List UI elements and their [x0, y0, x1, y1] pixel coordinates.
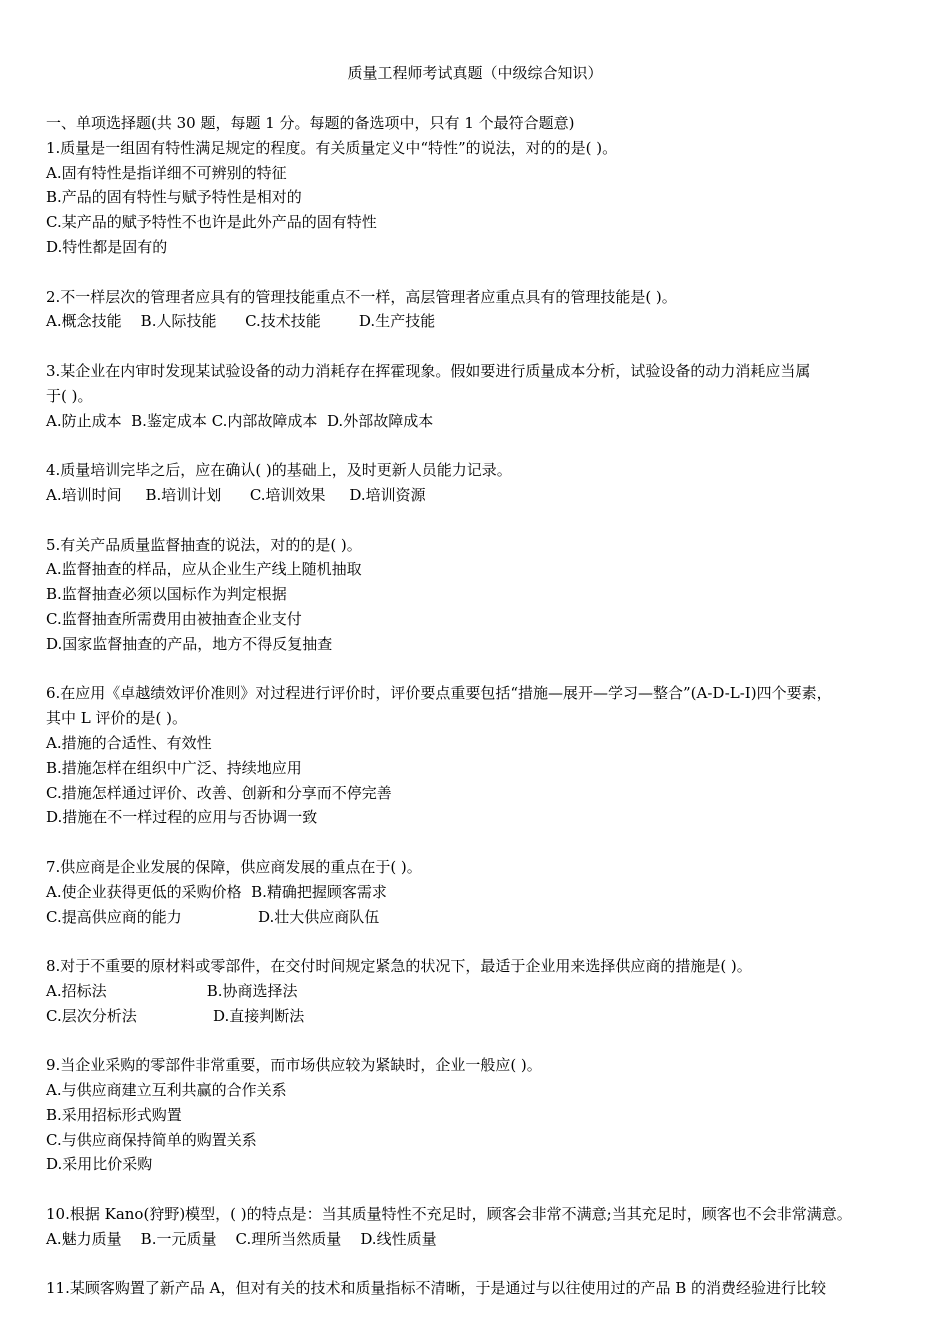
answer-option: D.特性都是固有的 — [46, 237, 168, 256]
answer-option: C.措施怎样通过评价、改善、创新和分享而不停完善 — [46, 783, 392, 802]
question-block — [46, 954, 916, 1028]
answer-option: A.招标法 B.协商选择法 — [46, 981, 298, 1000]
question-stem: 6.在应用《卓越绩效评价准则》对过程进行评价时，评价要点重要包括“措施—展开—学习—整合”(A-D-L-I)四个要素， — [46, 684, 832, 703]
question-block — [46, 855, 916, 929]
question-stem: 1.质量是一组固有特性满足规定的程度。有关质量定义中“特性”的说法，对的的是( )。 — [46, 138, 618, 157]
question-block — [46, 458, 916, 508]
question-stem: 7.供应商是企业发展的保障，供应商发展的重点在于( )。 — [46, 857, 422, 876]
question-block — [46, 1276, 916, 1301]
answer-option: B.措施怎样在组织中广泛、持续地应用 — [46, 758, 302, 777]
question-spacer — [46, 830, 916, 855]
answer-option: C.与供应商保持简单的购置关系 — [46, 1130, 257, 1149]
question-stem: 4.质量培训完毕之后，应在确认( )的基础上，及时更新人员能力记录。 — [46, 461, 512, 480]
answer-option: C.某产品的赋予特性不也许是此外产品的固有特性 — [46, 213, 377, 232]
answer-option: D.措施在不一样过程的应用与否协调一致 — [46, 808, 318, 827]
question-block — [46, 533, 916, 657]
answer-option: A.与供应商建立互利共赢的合作关系 — [46, 1081, 287, 1100]
answer-option: C.监督抽查所需费用由被抽查企业支付 — [46, 609, 302, 628]
document-body — [46, 111, 916, 1301]
answer-option: B.监督抽查必须以国标作为判定根据 — [46, 585, 287, 604]
question-spacer — [46, 334, 916, 359]
answer-option: D.国家监督抽查的产品，地方不得反复抽查 — [46, 634, 333, 653]
question-stem: 8.对于不重要的原材料或零部件，在交付时间规定紧急的状况下，最适于企业用来选择供应商的措施是( )。 — [46, 957, 752, 976]
answer-option: A.概念技能 B.人际技能 C.技术技能 D.生产技能 — [46, 312, 436, 331]
question-block — [46, 136, 916, 260]
question-spacer — [46, 260, 916, 285]
question-stem: 于( )。 — [46, 386, 93, 405]
question-block — [46, 681, 916, 830]
answer-option: A.固有特性是指详细不可辨别的特征 — [46, 163, 287, 182]
answer-option: A.措施的合适性、有效性 — [46, 733, 212, 752]
question-stem: 10.根据 Kano(狩野)模型，( )的特点是：当其质量特性不充足时，顾客会非常不满意;当其充足时，顾客也不会非常满意。 — [46, 1205, 852, 1224]
question-block — [46, 1053, 916, 1177]
question-stem: 5.有关产品质量监督抽查的说法，对的的是( )。 — [46, 535, 362, 554]
question-spacer — [46, 1177, 916, 1202]
question-block — [46, 285, 916, 335]
question-stem: 11.某顾客购置了新产品 A，但对有关的技术和质量指标不清晰，于是通过与以往使用过的产品 B 的消费经验进行比较 — [46, 1279, 827, 1298]
question-block — [46, 359, 916, 433]
question-spacer — [46, 929, 916, 954]
question-spacer — [46, 1028, 916, 1053]
section-heading: 一、单项选择题(共 30 题，每题 1 分。每题的备选项中，只有 1 个最符合题意) — [46, 114, 575, 132]
answer-option: A.防止成本 B.鉴定成本 C.内部故障成本 D.外部故障成本 — [46, 411, 434, 430]
answer-option: A.魅力质量 B.一元质量 C.理所当然质量 D.线性质量 — [46, 1229, 437, 1248]
answer-option: C.提高供应商的能力 D.壮大供应商队伍 — [46, 907, 380, 926]
answer-option: A.培训时间 B.培训计划 C.培训效果 D.培训资源 — [46, 485, 426, 504]
question-stem: 9.当企业采购的零部件非常重要，而市场供应较为紧缺时，企业一般应( )。 — [46, 1056, 542, 1075]
question-stem: 其中 L 评价的是( )。 — [46, 709, 187, 728]
answer-option: D.采用比价采购 — [46, 1155, 153, 1174]
question-block — [46, 1202, 916, 1252]
answer-option: C.层次分析法 D.直接判断法 — [46, 1006, 305, 1025]
question-spacer — [46, 433, 916, 458]
question-spacer — [46, 1252, 916, 1277]
document-title: 质量工程师考试真题（中级综合知识） — [347, 64, 603, 82]
answer-option: B.采用招标形式购置 — [46, 1105, 182, 1124]
question-spacer — [46, 657, 916, 682]
answer-option: B.产品的固有特性与赋予特性是相对的 — [46, 188, 302, 207]
question-spacer — [46, 508, 916, 533]
answer-option: A.监督抽查的样品，应从企业生产线上随机抽取 — [46, 560, 362, 579]
question-stem: 2.不一样层次的管理者应具有的管理技能重点不一样，高层管理者应重点具有的管理技能是( )。 — [46, 287, 677, 306]
question-stem: 3.某企业在内审时发现某试验设备的动力消耗存在挥霍现象。假如要进行质量成本分析，试验设备的动力消耗应当属 — [46, 361, 811, 380]
answer-option: A.使企业获得更低的采购价格 B.精确把握顾客需求 — [46, 882, 387, 901]
